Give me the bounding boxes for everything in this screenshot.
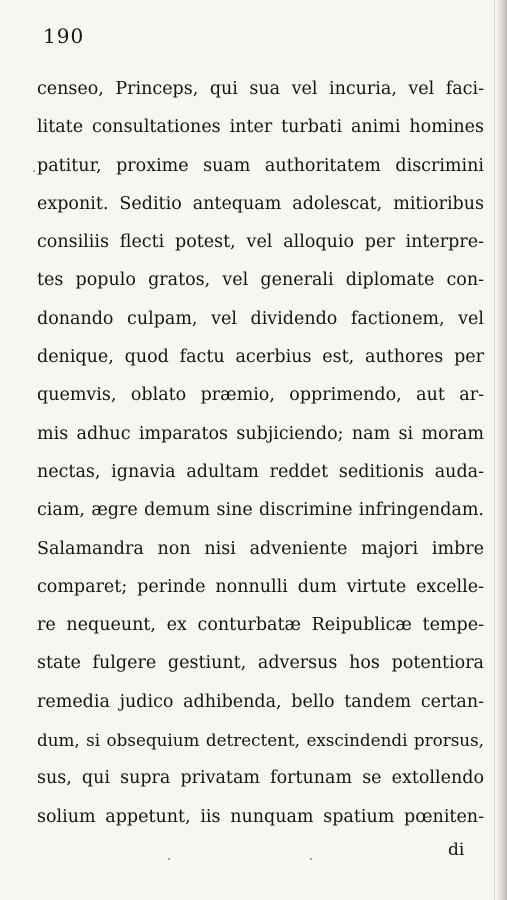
- catchword: di: [448, 840, 465, 860]
- text-line: censeo, Princeps, qui sua vel incuria, vel faci-: [37, 79, 484, 99]
- text-line: remedia judico adhibenda, bello tandem certan-: [37, 691, 484, 712]
- text-line: solium appetunt, iis nunquam spatium pœniten-: [37, 806, 484, 827]
- text-line: exponit. Seditio antequam adolescat, mitioribus: [37, 193, 484, 214]
- text-line: consiliis flecti potest, vel alloquio per interpre-: [37, 232, 484, 253]
- text-line: Salamandra non nisi adveniente majori imbre: [37, 538, 484, 559]
- body-text: [37, 70, 484, 836]
- text-line: dum, si obsequium detrectent, exscindendi prorsus,: [37, 730, 484, 751]
- paper-speck: [168, 858, 170, 860]
- text-line: nectas, ignavia adultam reddet seditionis auda-: [37, 461, 484, 482]
- page-edge-line: [494, 0, 495, 900]
- paper-speck: [310, 858, 312, 860]
- text-line: comparet; perinde nonnulli dum virtute excelle-: [37, 576, 484, 597]
- text-line: mis adhuc imparatos subjiciendo; nam si moram: [37, 423, 484, 444]
- text-line: litate consultationes inter turbati animi homines: [37, 117, 484, 138]
- text-line: state fulgere gestiunt, adversus hos potentiora: [37, 653, 484, 674]
- text-line: donando culpam, vel dividendo factionem, vel: [37, 308, 484, 329]
- text-line: sus, qui supra privatam fortunam se extollendo: [37, 768, 484, 789]
- text-line: re nequeunt, ex conturbatæ Reipublicæ tempe-: [37, 615, 484, 636]
- page-number: 190: [43, 24, 85, 48]
- text-line: patitur, proxime suam authoritatem discrimini: [37, 155, 484, 176]
- text-line: denique, quod factu acerbius est, authores per: [37, 347, 484, 368]
- paper-speck: [33, 170, 35, 172]
- text-line: ciam, ægre demum sine discrimine infringendam.: [37, 500, 484, 521]
- text-line: quemvis, oblato præmio, opprimendo, aut ar-: [37, 385, 484, 406]
- page-edge-shadow: [497, 0, 507, 900]
- text-line: tes populo gratos, vel generali diplomate con-: [37, 270, 484, 291]
